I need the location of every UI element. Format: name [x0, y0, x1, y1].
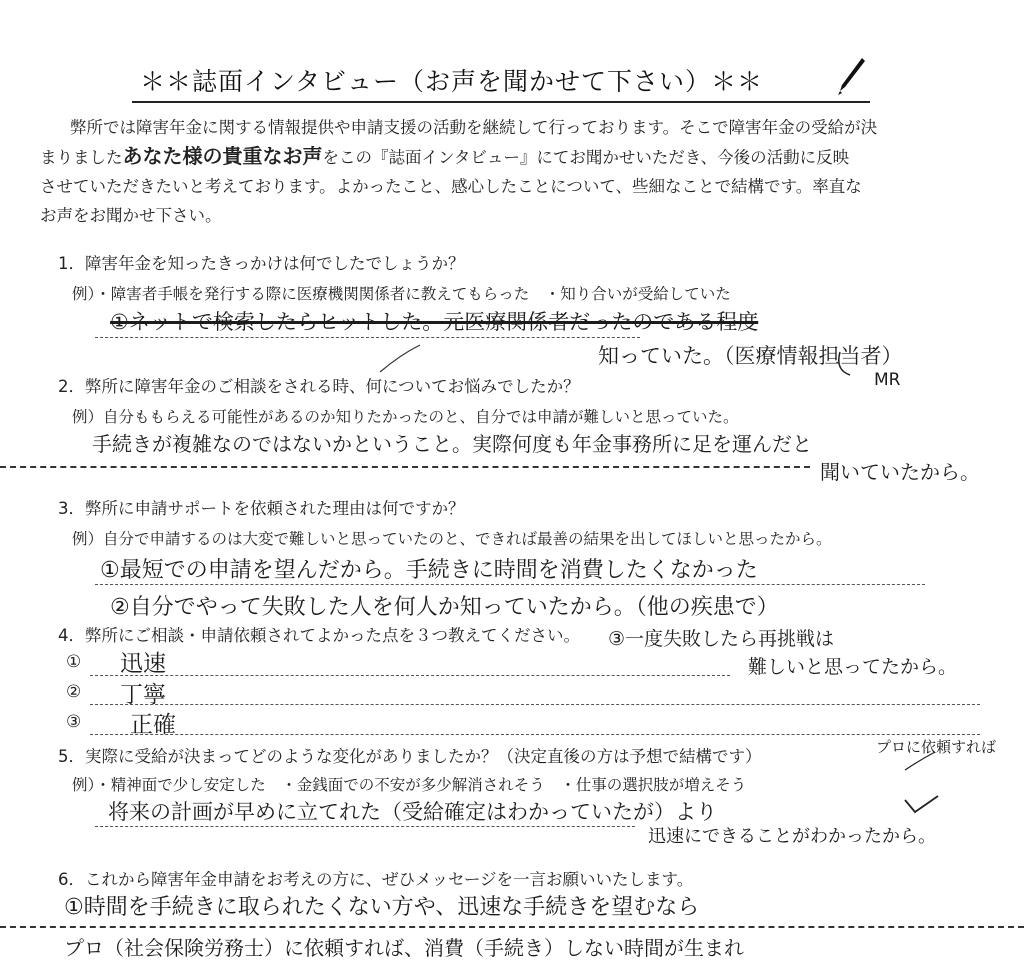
question-1-answer-line-1: ①ネットで検索したらヒットした。元医療関係者だったのである程度 [110, 310, 759, 334]
point-1-text: 迅速 [120, 651, 166, 677]
question-5-side-note: プロに依頼すれば [876, 738, 997, 756]
intro-line-2b: をこの『誌面インタビュー』にてお聞かせいただき、今後の活動に反映 [322, 148, 850, 167]
question-4-label: 4．弊所にご相談・申請依頼されてよかった点を３つ教えてください。 [58, 626, 580, 645]
point-2-marker: ② [66, 682, 82, 702]
intro-line-4: お声をお聞かせ下さい。 [40, 206, 222, 225]
question-4-side-note-line-2: 難しいと思ってたから。 [748, 656, 958, 678]
question-4-side-note-line-1: ③一度失敗したら再挑戦は [608, 628, 835, 650]
question-3-label: 3．弊所に申請サポートを依頼された理由は何ですか？ [58, 499, 465, 518]
question-5-example: 例）・精神面で少し安定した ・金銭面での不安が多少解消されそう ・仕事の選択肢が増えそう [72, 776, 747, 794]
question-5-label: 5．実際に受給が決まってどのような変化がありましたか？（決定直後の方は予想で結構です） [58, 747, 762, 766]
intro-line-2a: まりました [40, 148, 123, 167]
question-1-answer-line-3: MR [874, 370, 901, 390]
question-1-example: 例）・障害者手帳を発行する際に医療機関関係者に教えてもらった ・知り合いが受給していた [72, 285, 731, 303]
question-1-answer-line-2: 知っていた。（医療情報担当者） [598, 344, 903, 368]
intro-line-1: 弊所では障害年金に関する情報提供や申請支援の活動を継続して行っております。そこで障害年金の受給が決 [70, 118, 878, 137]
question-2-answer-line-1: 手続きが複雑なのではないかということ。実際何度も年金事務所に足を運んだと [92, 432, 812, 456]
question-3-example: 例）自分で申請するのは大変で難しいと思っていたのと、できれば最善の結果を出してほしいと思ったから。 [72, 530, 832, 548]
question-6-answer-line-2: プロ（社会保険労務士）に依頼すれば、消費（手続き）しない時間が生まれ [64, 936, 744, 960]
point-3-marker: ③ [66, 712, 82, 732]
title-text: ＊＊誌面インタビュー（お声を聞かせて下さい）＊＊ [140, 67, 764, 96]
question-3-answer-line-2: ②自分でやって失敗した人を何人か知っていたから。（他の疾患で） [110, 595, 779, 620]
question-1-label: 1．障害年金を知ったきっかけは何でしたでしょうか？ [58, 254, 465, 273]
point-3-text: 正確 [130, 712, 176, 738]
point-1-marker: ① [66, 652, 82, 672]
question-5-answer-line-2: 迅速にできることがわかったから。 [648, 826, 936, 847]
question-6-answer-line-1: ①時間を手続きに取られたくない方や、迅速な手続きを望むなら [64, 895, 700, 920]
question-3-answer-line-1: ①最短での申請を望んだから。手続きに時間を消費したくなかった [100, 558, 758, 583]
question-2-label: 2．弊所に障害年金のご相談をされる時、何についてお悩みでしたか？ [58, 377, 580, 396]
question-2-answer-line-2: 聞いていたから。 [820, 460, 980, 484]
intro-emphasis: あなた様の貴重なお声 [122, 144, 323, 168]
question-6-label: 6．これから障害年金申請をお考えの方に、ぜひメッセージを一言お願いいたします。 [58, 870, 694, 889]
question-5-answer-line-1: 将来の計画が早めに立てれた（受給確定はわかっていたが）より [108, 800, 717, 824]
question-2-example: 例）自分ももらえる可能性があるのか知りたかったのと、自分では申請が難しいと思っていた。 [72, 408, 739, 426]
point-2-text: 丁寧 [120, 682, 166, 708]
intro-line-3: させていただきたいと考えております。よかったこと、感心したことについて、些細なことで結構です。率直な [40, 177, 862, 196]
